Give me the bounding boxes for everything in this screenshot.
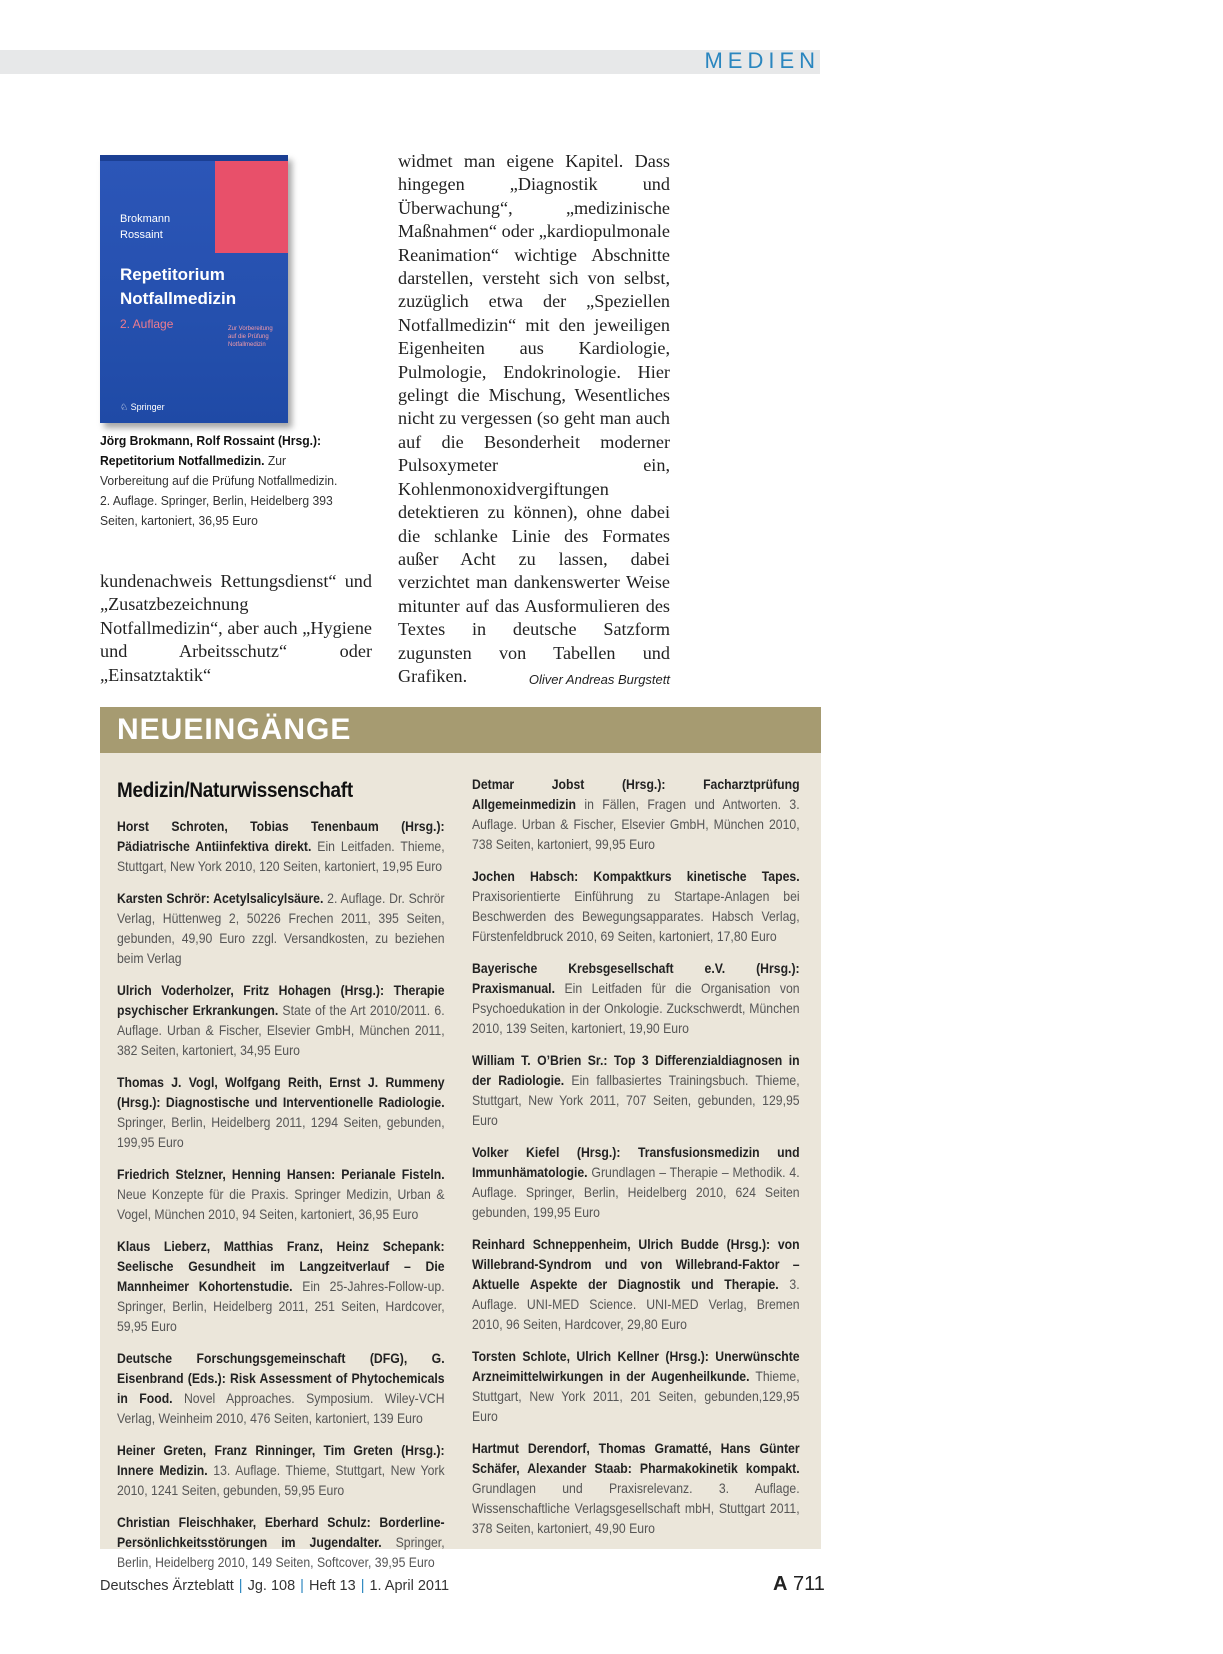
footer-separator: | (300, 1578, 304, 1594)
list-item (472, 959, 800, 1039)
review-text-left: kundenachweis Rettungsdienst“ und „Zusatzbezeichnung Notfallmedizin“, aber auch „Hygiene und Arbeitsschutz“ oder „Einsatztaktik“ (100, 571, 372, 685)
neueingaenge-column-right (472, 775, 800, 1551)
list-item-details: Thieme, Stuttgart, New York 2011, 201 Seiten, gebunden,129,95 Euro (472, 1369, 800, 1424)
list-item-title: Detmar Jobst (Hrsg.): Facharztprüfung Allgemeinmedizin (472, 777, 800, 812)
list-item-details: Ein Leitfaden für die Organisation von Psychoedukation in der Onkologie. Zuckschwerdt, München 2010, 139 Seiten, kartoniert, 19,90 Euro (472, 981, 800, 1036)
list-item-details: Praxisorientierte Einführung zu Startape-Anlagen bei Beschwerden des Bewegungsapparates. Habsch Verlag, Fürstenfeldbruck 2010, 69 Seiten, kartoniert, 17,80 Euro (472, 889, 800, 944)
list-item (117, 1237, 445, 1337)
neueingaenge-box (100, 707, 821, 1570)
list-item-title: Reinhard Schneppenheim, Ulrich Budde (Hrsg.): von Willebrand-Syndrom und von Willebrand-Faktor – Aktuelle Aspekte der Diagnostik und Therapie. (472, 1237, 800, 1292)
header-band (0, 50, 820, 74)
list-item-title: Deutsche Forschungsgemeinschaft (DFG), G. Eisenbrand (Eds.): Risk Assessment of Phytochemicals in Food. (117, 1351, 445, 1406)
cover-title: Repetitorium Notfallmedizin (120, 265, 237, 308)
cover-subtitle: Zur Vorbereitung auf die Prüfung Notfallmedizin (228, 326, 273, 348)
list-item-title: Friedrich Stelzner, Henning Hansen: Perianale Fisteln. (117, 1167, 445, 1182)
list-item (117, 889, 445, 969)
list-item-title: Klaus Lieberz, Matthias Franz, Heinz Schepank: Seelische Gesundheit im Langzeitverlauf – Die Mannheimer Kohortenstudie. (117, 1239, 445, 1294)
cover-publisher (120, 402, 165, 413)
footer-journal: Deutsches Ärzteblatt (100, 1578, 234, 1594)
list-item-title: Thomas J. Vogl, Wolfgang Reith, Ernst J. Rummeny (Hrsg.): Diagnostische und Interventionelle Radiologie. (117, 1075, 445, 1110)
list-item (117, 1513, 445, 1573)
list-item-details: Ein fallbasiertes Trainingsbuch. Thieme, Stuttgart, New York 2011, 707 Seiten, gebunden, 129,95 Euro (472, 1073, 800, 1128)
caption-text: Zur Vorbereitung auf die Prüfung Notfallmedizin. 2. Auflage. Springer, Berlin, Heidelberg 393 Seiten, kartoniert, 36,95 Euro (100, 453, 338, 528)
list-item-title: Volker Kiefel (Hrsg.): Transfusionsmedizin und Immunhämatologie. (472, 1145, 800, 1180)
page-prefix: A (773, 1573, 788, 1595)
list-item (117, 981, 445, 1061)
footer-date: 1. April 2011 (369, 1578, 450, 1594)
list-item-details: Grundlagen und Praxisrelevanz. 3. Auflage. Wissenschaftliche Verlagsgesellschaft mbH, Stuttgart 2011, 378 Seiten, kartoniert, 49,90 Euro (472, 1481, 800, 1536)
book-cover-image (100, 155, 288, 423)
list-item-title: Christian Fleischhaker, Eberhard Schulz: Borderline-Persönlichkeitsstörungen im Jugendalter. (117, 1515, 445, 1550)
footer-volume: Jg. 108 (247, 1578, 296, 1594)
list-item (472, 1235, 800, 1335)
list-item-details: 2. Auflage. Dr. Schrör Verlag, Hüttenweg 2, 50226 Frechen 2011, 395 Seiten, gebunden, 49,90 Euro zzgl. Versandkosten, zu beziehen beim Verlag (117, 891, 445, 966)
list-item-details: Novel Approaches. Symposium. Wiley-VCH Verlag, Weinheim 2010, 476 Seiten, kartoniert, 139 Euro (117, 1391, 445, 1426)
list-item (472, 867, 800, 947)
list-item (117, 817, 445, 877)
list-item (472, 1143, 800, 1223)
footer-separator: | (360, 1578, 365, 1594)
list-item-title: Heiner Greten, Franz Rinninger, Tim Greten (Hrsg.): Innere Medizin. (117, 1443, 445, 1478)
neueingaenge-column-left (117, 775, 445, 1585)
list-item-title: Jochen Habsch: Kompaktkurs kinetische Tapes. (472, 869, 800, 884)
book-caption (100, 431, 348, 531)
list-item (117, 1165, 445, 1225)
neueingaenge-title: NEUEINGÄNGE (117, 713, 352, 746)
section-label: MEDIEN (704, 48, 820, 73)
list-item (117, 1349, 445, 1429)
springer-logo-icon: ♘ (120, 402, 131, 412)
review-text-mid (398, 150, 670, 691)
footer-issue: Heft 13 (308, 1578, 356, 1594)
footer (100, 1578, 449, 1594)
list-item (117, 1073, 445, 1153)
neueingaenge-header (100, 707, 821, 753)
neueingaenge-subheading: Medizin/Naturwissenschaft (117, 779, 353, 802)
list-item-details: Ein Leitfaden. Thieme, Stuttgart, New York 2010, 120 Seiten, kartoniert, 19,95 Euro (117, 839, 445, 874)
list-item-details: State of the Art 2010/2011. 6. Auflage. Urban & Fischer, Elsevier GmbH, München 2011, 382 Seiten, kartoniert, 34,95 Euro (117, 1003, 445, 1058)
list-item-title: Horst Schroten, Tobias Tenenbaum (Hrsg.): Pädiatrische Antiinfektiva direkt. (117, 819, 445, 854)
cover-pink-block (215, 161, 288, 253)
list-item (472, 775, 800, 855)
list-item-details: Grundlagen – Therapie – Methodik. 4. Auflage. Springer, Berlin, Heidelberg 2010, 624 Seiten gebunden, 199,95 Euro (472, 1165, 800, 1220)
list-item-details: Springer, Berlin, Heidelberg 2010, 149 Seiten, Softcover, 39,95 Euro (117, 1535, 445, 1570)
list-item (117, 1441, 445, 1501)
list-item-details: Springer, Berlin, Heidelberg 2011, 1294 Seiten, gebunden, 199,95 Euro (117, 1115, 445, 1150)
list-item (472, 1347, 800, 1427)
list-item-title: William T. O’Brien Sr.: Top 3 Differenzialdiagnosen in der Radiologie. (472, 1053, 800, 1088)
cover-publisher-name: Springer (130, 402, 165, 412)
list-item-title: Hartmut Derendorf, Thomas Gramatté, Hans Günter Schäfer, Alexander Staab: Pharmakokinetik kompakt. (472, 1441, 800, 1476)
list-item-title: Ulrich Voderholzer, Fritz Hohagen (Hrsg.): Therapie psychischer Erkrankungen. (117, 983, 445, 1018)
list-item-title: Bayerische Krebsgesellschaft e.V. (Hrsg.): Praxismanual. (472, 961, 800, 996)
neueingaenge-list-left (117, 781, 445, 1573)
list-item-details: 3. Auflage. UNI-MED Science. UNI-MED Verlag, Bremen 2010, 96 Seiten, Hardcover, 29,80 Euro (472, 1277, 800, 1332)
list-item-title: Karsten Schrör: Acetylsalicylsäure. (117, 891, 324, 906)
list-item-details: Neue Konzepte für die Praxis. Springer Medizin, Urban & Vogel, München 2010, 94 Seiten, kartoniert, 36,95 Euro (117, 1187, 445, 1222)
list-item (472, 1439, 800, 1539)
list-item-details: Ein 25-Jahres-Follow-up. Springer, Berlin, Heidelberg 2011, 251 Seiten, Hardcover, 59,95 Euro (117, 1279, 445, 1334)
list-item-title: Torsten Schlote, Ulrich Kellner (Hrsg.): Unerwünschte Arzneimittelwirkungen in der Augenheilkunde. (472, 1349, 800, 1384)
cover-edition: 2. Auflage (120, 317, 174, 331)
neueingaenge-list-right (472, 775, 800, 1539)
footer-separator: | (238, 1578, 243, 1594)
list-item-details: in Fällen, Fragen und Antworten. 3. Auflage. Urban & Fischer, Elsevier GmbH, München 2010, 738 Seiten, kartoniert, 99,95 Euro (472, 797, 800, 852)
page-number (773, 1573, 825, 1596)
review-text-mid-body: widmet man eigene Kapitel. Dass hingegen „Diagnostik und Überwachung“, „medizinische Maßnahmen“ oder „kardiopulmonale Reanimation“ wichtige Abschnitte darstellen, versteht sich von selbst, zuzüglich etwa der „Speziellen Notfallmedizin“ mit den jeweiligen Eigenheiten aus Kardiologie, Pulmologie, Endokrinologie. Hier gelingt die Mischung, Wesentliches nicht zu vergessen (so geht man auch auf die Besonderheit moderner Pulsoxymeter ein, Kohlenmonoxidvergiftungen detektieren zu können), ohne dabei die schlanke Linie des Formates außer Acht zu lassen, dabei verzichtet man dankenswerter Weise mitunter auf das Ausformulieren des Textes in deutsche Satzform zugunsten von Tabellen und Grafiken. (398, 151, 670, 686)
cover-authors: Brokmann Rossaint (120, 213, 171, 241)
page-number-value: 711 (793, 1573, 825, 1595)
list-item (472, 1051, 800, 1131)
list-item-details: 13. Auflage. Thieme, Stuttgart, New York 2010, 1241 Seiten, gebunden, 59,95 Euro (117, 1463, 445, 1498)
author-signature: Oliver Andreas Burgstett (528, 671, 670, 687)
caption-bold: Jörg Brokmann, Rolf Rossaint (Hrsg.): Repetitorium Notfallmedizin. (100, 433, 322, 468)
